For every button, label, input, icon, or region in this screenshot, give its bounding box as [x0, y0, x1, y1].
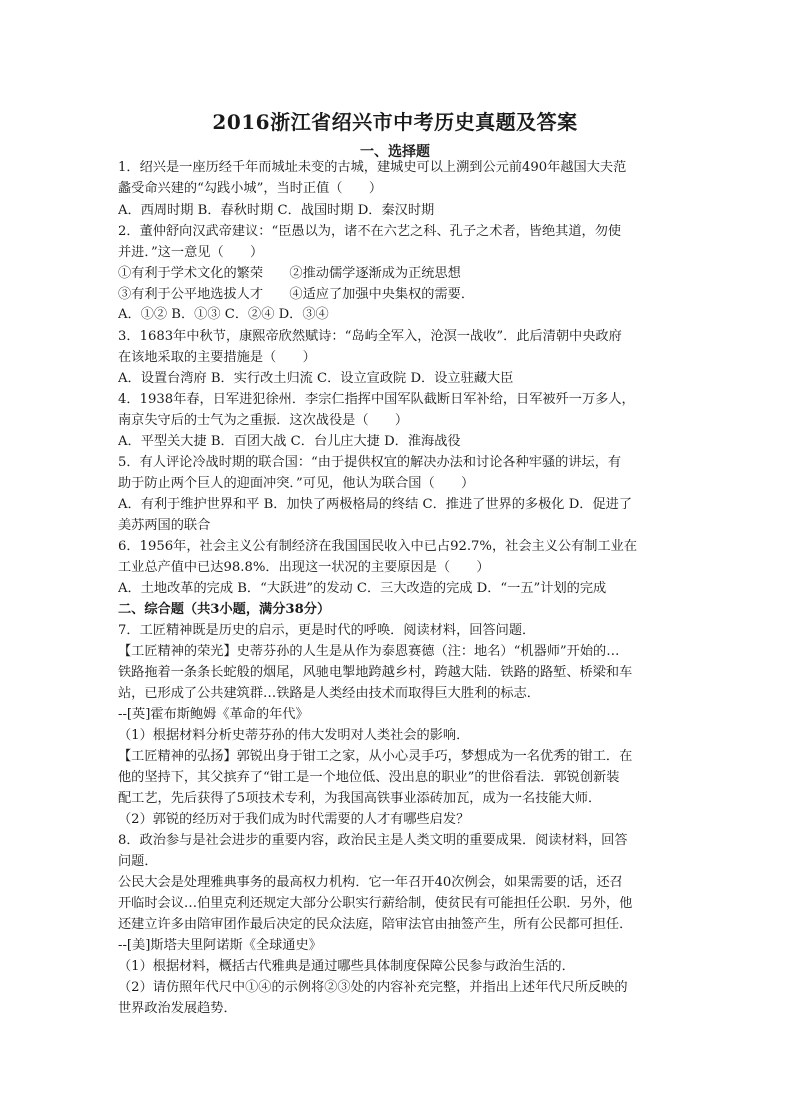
text-line: 还建立许多由陪审团作最后决定的民众法庭，陪审法官由抽签产生，所有公民都可担任． — [118, 917, 633, 932]
text-line: A．土地改革的完成 B．“大跃进”的发动 C．三大改造的完成 D．“一五”计划的完成 — [118, 581, 607, 596]
text-line: 4．1938年春，日军进犯徐州．李宗仁指挥中国军队截断日军补给，日军被歼一万多人， — [118, 392, 635, 407]
text-line: 美苏两国的联合 — [118, 518, 211, 533]
text-line: 南京失守后的士气为之重振．这次战役是（ ） — [118, 413, 409, 428]
text-line: 在该地采取的主要措施是（ ） — [118, 350, 316, 365]
text-line: A．有利于维护世界和平 B．加快了两极格局的终结 C．推进了世界的多极化 D．促进了 — [118, 497, 633, 512]
text-line: （1）根据材料分析史蒂芬孙的伟大发明对人类社会的影响． — [118, 728, 470, 743]
text-line: A．平型关大捷 B．百团大战 C．台儿庄大捷 D．淮海战役 — [118, 434, 461, 449]
text-line: 助于防止两个巨人的迎面冲突．”可见，他认为联合国（ ） — [118, 476, 475, 491]
text-line: （1）根据材料，概括古代雅典是通过哪些具体制度保障公民参与政治生活的． — [118, 959, 575, 974]
text-line: --[英]霍布斯鲍姆《革命的年代》 — [118, 707, 309, 722]
text-line: （2）郭锐的经历对于我们成为时代需要的人才有哪些启发？ — [118, 812, 470, 827]
text-line: 铁路拖着一条条长蛇般的烟尾，风驰电掣地跨越乡村，跨越大陆．铁路的路堑、桥梁和车 — [118, 665, 633, 680]
text-line: 并进．”这一意见（ ） — [118, 245, 264, 260]
text-line: A．①② B．①③ C．②④ D．③④ — [118, 307, 329, 322]
text-line: 问题． — [118, 854, 158, 869]
text-line: 1．绍兴是一座历经千年而城址未变的古城，建城史可以上溯到公元前490年越国大夫范 — [118, 160, 627, 175]
text-line: 站，已形成了公共建筑群…铁路是人类经由技术而取得巨大胜利的标志． — [118, 686, 540, 701]
text-line: 3．1683年中秋节，康熙帝欣然赋诗：“岛屿全军入，沧溟一战收”．此后清朝中央政府 — [118, 329, 622, 344]
text-line: --[美]斯塔夫里阿诺斯《全球通史》 — [118, 938, 322, 953]
text-line: A．设置台湾府 B．实行改土归流 C．设立宣政院 D．设立驻藏大臣 — [118, 371, 514, 386]
text-line: ③有利于公平地选拔人才 ④适应了加强中央集权的需要． — [118, 287, 475, 302]
text-line: 公民大会是处理雅典事务的最高权力机构．它一年召开40次例会，如果需要的话，还召 — [118, 875, 623, 890]
text-line: 工业总产值中已达98.8%．出现这一状况的主要原因是（ ） — [118, 560, 490, 575]
section-heading-choice: 一、选择题 — [360, 144, 430, 160]
text-line: 开临时会议…伯里克利还规定大部分公职实行薪给制，使贫民有可能担任公职．另外，他 — [118, 896, 633, 911]
section-heading-comprehensive: 二、综合题（共3小题，满分38分） — [118, 602, 331, 617]
text-line: 【工匠精神的荣光】史蒂芬孙的人生是从作为泰恩赛德（注：地名）“机器师”开始的… — [118, 644, 620, 659]
text-line: 8．政治参与是社会进步的重要内容，政治民主是人类文明的重要成果．阅读材料，回答 — [118, 833, 628, 848]
text-line: 5．有人评论冷战时期的联合国：“由于提供权宜的解决办法和讨论各种牢骚的讲坛，有 — [118, 455, 622, 470]
text-line: 6．1956年，社会主义公有制经济在我国国民收入中已占92.7%，社会主义公有制工业在 — [118, 539, 638, 554]
text-line: 世界政治发展趋势． — [118, 1001, 237, 1016]
text-line: 7．工匠精神既是历史的启示，更是时代的呼唤．阅读材料，回答问题． — [118, 623, 536, 638]
text-line: ①有利于学术文化的繁荣 ②推动儒学逐渐成为正统思想 — [118, 266, 461, 281]
page-title: 2016浙江省绍兴市中考历史真题及答案 — [212, 110, 578, 134]
text-line: A．西周时期 B．春秋时期 C．战国时期 D．秦汉时期 — [118, 203, 435, 218]
text-line: 【工匠精神的弘扬】郭锐出身于钳工之家，从小心灵手巧，梦想成为一名优秀的钳工．在 — [118, 749, 633, 764]
text-line: 蠡受命兴建的“勾践小城”，当时正值（ ） — [118, 181, 383, 196]
text-line: 他的坚持下，其父摈弃了“钳工是一个地位低、没出息的职业”的世俗看法．郭锐创新装 — [118, 770, 620, 785]
text-line: 配工艺，先后获得了5项技术专利，为我国高铁事业添砖加瓦，成为一名技能大师． — [118, 791, 602, 806]
text-line: 2．董仲舒向汉武帝建议：“臣愚以为，诸不在六艺之科、孔子之术者，皆绝其道，勿使 — [118, 224, 622, 239]
text-line: （2）请仿照年代尺中①④的示例将②③处的内容补充完整，并指出上述年代尺所反映的 — [118, 980, 628, 995]
